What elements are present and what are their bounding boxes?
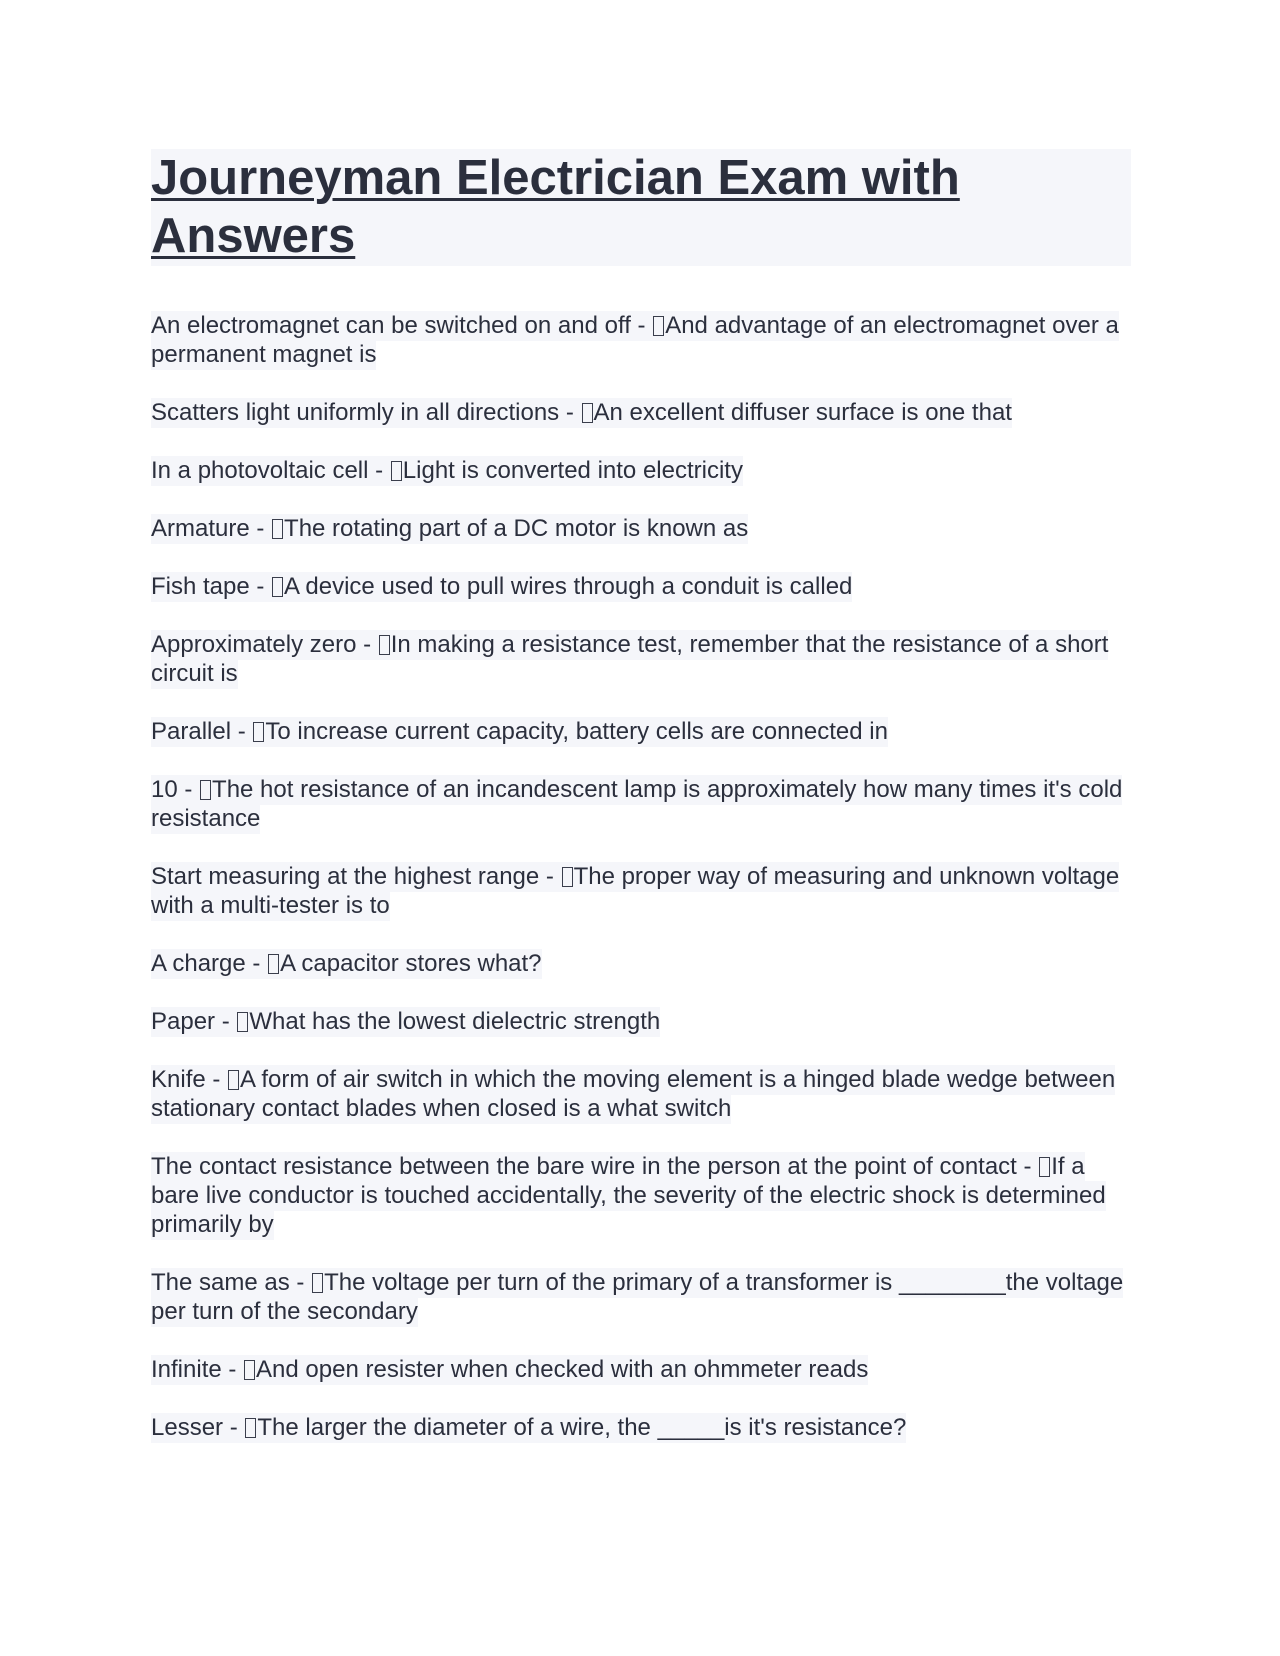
missing-glyph-box-icon <box>228 1070 239 1090</box>
question-text: An excellent diffuser surface is one that <box>593 399 1012 426</box>
answer-text: 10 <box>151 776 178 803</box>
separator: - <box>539 863 561 890</box>
qa-item <box>151 862 1131 920</box>
answer-text: Start measuring at the highest range <box>151 863 540 890</box>
missing-glyph-box-icon <box>1039 1157 1050 1177</box>
page-title: Journeyman Electrician Exam with Answers <box>151 151 960 263</box>
qa-item-text <box>151 1152 1106 1240</box>
qa-item-text <box>151 1007 660 1037</box>
separator: - <box>289 1269 312 1296</box>
document-page <box>151 149 1131 1471</box>
qa-item <box>151 514 1131 543</box>
missing-glyph-box-icon <box>245 1418 256 1438</box>
missing-glyph-box-icon <box>391 461 402 481</box>
question-text: And advantage of an electromagnet over a permanent magnet is <box>151 312 1119 368</box>
qa-item <box>151 398 1131 427</box>
answer-text: A charge <box>151 950 246 977</box>
answer-text: Fish tape <box>151 573 250 600</box>
separator: - <box>630 312 653 339</box>
answer-text: Lesser <box>151 1414 224 1441</box>
missing-glyph-box-icon <box>272 577 283 597</box>
missing-glyph-box-icon <box>562 867 573 887</box>
qa-item <box>151 630 1131 688</box>
missing-glyph-box-icon <box>653 316 664 336</box>
missing-glyph-box-icon <box>237 1012 248 1032</box>
question-text: To increase current capacity, battery cells are connected in <box>265 718 888 745</box>
question-text: What has the lowest dielectric strength <box>249 1008 661 1035</box>
question-text: Light is converted into electricity <box>402 457 743 484</box>
answer-text: The contact resistance between the bare wire in the person at the point of contact <box>151 1153 1017 1180</box>
qa-item-text <box>151 398 1012 428</box>
question-text: The voltage per turn of the primary of a transformer is ________the voltage per turn of the secondary <box>151 1269 1124 1325</box>
separator: - <box>368 457 390 484</box>
separator: - <box>231 718 253 745</box>
separator: - <box>1016 1153 1039 1180</box>
question-text: And open resister when checked with an ohmmeter reads <box>256 1356 869 1383</box>
question-text: The proper way of measuring and unknown voltage with a multi-tester is to <box>151 863 1120 919</box>
question-text: A form of air switch in which the moving element is a hinged blade wedge between stationary contact blades when closed is a what switch <box>151 1066 1116 1122</box>
missing-glyph-box-icon <box>253 722 264 742</box>
question-text: The hot resistance of an incandescent lamp is approximately how many times it's cold resistance <box>151 776 1123 832</box>
separator: - <box>223 1414 245 1441</box>
answer-text: Paper <box>151 1008 216 1035</box>
qa-item-text <box>151 630 1108 689</box>
qa-item <box>151 717 1131 746</box>
answer-text: Approximately zero <box>151 631 357 658</box>
missing-glyph-box-icon <box>268 954 279 974</box>
answer-text: An electromagnet can be switched on and off <box>151 312 631 339</box>
qa-item <box>151 456 1131 485</box>
qa-item <box>151 1268 1131 1326</box>
question-text: If a bare live conductor is touched accidentally, the severity of the electric shock is determined primarily by <box>151 1153 1106 1238</box>
qa-list <box>151 311 1131 1442</box>
qa-item <box>151 311 1131 369</box>
qa-item-text <box>151 1355 868 1385</box>
answer-text: In a photovoltaic cell <box>151 457 369 484</box>
separator: - <box>249 515 272 542</box>
qa-item-text <box>151 717 888 747</box>
qa-item-text <box>151 775 1122 834</box>
qa-item-text <box>151 1268 1123 1327</box>
missing-glyph-box-icon <box>582 403 593 423</box>
qa-item <box>151 1355 1131 1384</box>
qa-item-text <box>151 572 852 602</box>
missing-glyph-box-icon <box>312 1273 323 1293</box>
missing-glyph-box-icon <box>244 1360 255 1380</box>
question-text: The rotating part of a DC motor is known as <box>284 515 749 542</box>
qa-item-text <box>151 456 743 486</box>
answer-text: The same as <box>151 1269 290 1296</box>
qa-item-text <box>151 514 748 544</box>
qa-item <box>151 949 1131 978</box>
separator: - <box>205 1066 228 1093</box>
missing-glyph-box-icon <box>200 780 211 800</box>
separator: - <box>249 573 272 600</box>
missing-glyph-box-icon <box>379 635 390 655</box>
missing-glyph-box-icon <box>272 519 283 539</box>
separator: - <box>356 631 378 658</box>
question-text: A device used to pull wires through a conduit is called <box>284 573 853 600</box>
title-block <box>151 149 1131 266</box>
answer-text: Parallel <box>151 718 232 745</box>
qa-item-text <box>151 949 542 979</box>
qa-item <box>151 1413 1131 1442</box>
separator: - <box>177 776 200 803</box>
separator: - <box>245 950 268 977</box>
qa-item-text <box>151 1413 906 1443</box>
question-text: A capacitor stores what? <box>280 950 542 977</box>
qa-item <box>151 775 1131 833</box>
qa-item-text <box>151 311 1119 370</box>
question-text: In making a resistance test, remember that the resistance of a short circuit is <box>151 631 1109 687</box>
answer-text: Knife <box>151 1066 206 1093</box>
question-text: The larger the diameter of a wire, the _____is it's resistance? <box>257 1414 907 1441</box>
qa-item-text <box>151 862 1119 921</box>
qa-item-text <box>151 1065 1115 1124</box>
separator: - <box>221 1356 244 1383</box>
qa-item <box>151 1007 1131 1036</box>
separator: - <box>215 1008 237 1035</box>
answer-text: Infinite <box>151 1356 222 1383</box>
separator: - <box>559 399 581 426</box>
answer-text: Scatters light uniformly in all directions <box>151 399 560 426</box>
qa-item <box>151 1065 1131 1123</box>
qa-item <box>151 572 1131 601</box>
qa-item <box>151 1152 1131 1239</box>
answer-text: Armature <box>151 515 250 542</box>
